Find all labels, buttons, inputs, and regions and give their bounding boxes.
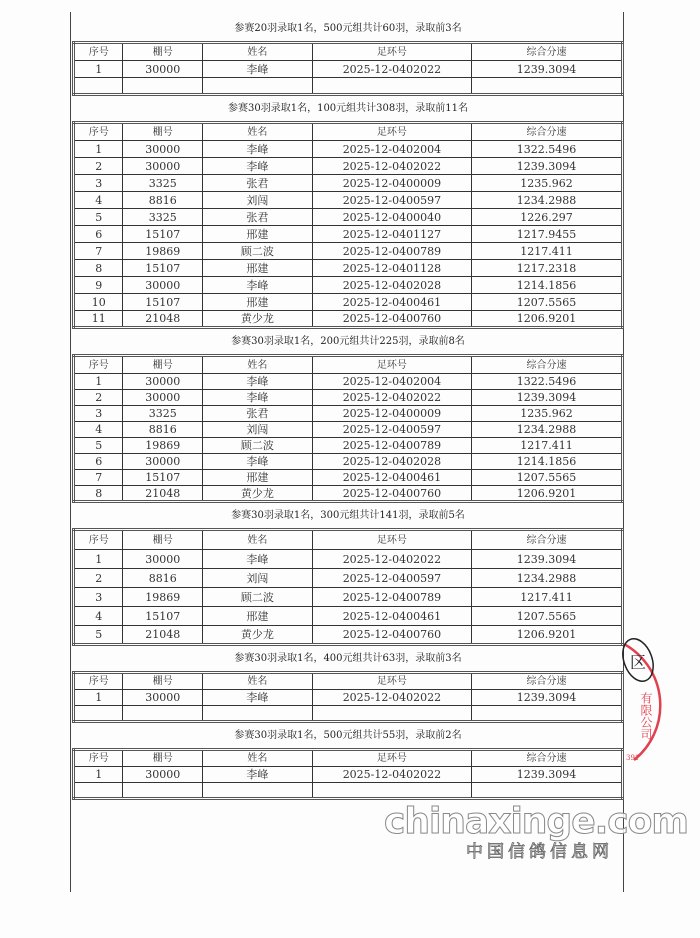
cell-speed: 1234.2988	[472, 422, 623, 438]
header-rank: 序号	[74, 530, 123, 550]
cell-ring: 2025-12-0402022	[312, 390, 471, 406]
header-rank: 序号	[74, 750, 123, 767]
cell-speed: 1217.411	[472, 243, 623, 260]
cell-name: 黄少龙	[203, 311, 313, 328]
cell-name: 顾二波	[203, 243, 313, 260]
cell-loft: 30000	[123, 277, 203, 294]
header-speed: 综合分速	[472, 43, 623, 61]
cell-loft: 19869	[123, 588, 203, 607]
cell-ring: 2025-12-0402028	[312, 277, 471, 294]
cell-rank: 11	[74, 311, 123, 328]
cell-speed: 1207.5565	[472, 294, 623, 311]
header-name: 姓名	[203, 356, 313, 374]
table-row	[74, 277, 623, 294]
cell-loft: 15107	[123, 226, 203, 243]
results-table	[72, 748, 624, 800]
cell-name: 刘闯	[203, 192, 313, 209]
header-name: 姓名	[203, 123, 313, 141]
cell-loft: 8816	[123, 192, 203, 209]
cell-loft: 30000	[123, 61, 203, 78]
table-row	[74, 626, 623, 645]
cell-speed: 1322.5496	[472, 141, 623, 158]
cell-name: 顾二波	[203, 588, 313, 607]
cell-loft: 30000	[123, 550, 203, 569]
cell-speed: 1239.3094	[472, 390, 623, 406]
cell-loft	[123, 783, 203, 799]
table-row	[74, 550, 623, 569]
section-caption: 参赛30羽录取1名，100元组共计308羽，录取前11名	[228, 103, 468, 114]
table-header-row	[74, 673, 623, 690]
cell-speed: 1207.5565	[472, 607, 623, 626]
header-speed: 综合分速	[472, 356, 623, 374]
cell-ring: 2025-12-0402022	[312, 550, 471, 569]
cell-rank: 2	[74, 158, 123, 175]
cell-name: 李峰	[203, 390, 313, 406]
cell-name: 顾二波	[203, 438, 313, 454]
cell-rank: 1	[74, 690, 123, 706]
table-row	[74, 767, 623, 783]
table-row	[74, 192, 623, 209]
header-speed: 综合分速	[472, 673, 623, 690]
table-row	[74, 783, 623, 799]
cell-ring: 2025-12-0400789	[312, 243, 471, 260]
cell-name: 邢建	[203, 607, 313, 626]
cell-loft: 30000	[123, 390, 203, 406]
cell-speed: 1217.2318	[472, 260, 623, 277]
cell-speed: 1234.2988	[472, 569, 623, 588]
cell-ring: 2025-12-0400760	[312, 626, 471, 645]
cell-name: 张君	[203, 209, 313, 226]
cell-name: 李峰	[203, 277, 313, 294]
header-ring: 足环号	[312, 673, 471, 690]
cell-rank: 7	[74, 470, 123, 486]
cell-rank: 6	[74, 454, 123, 470]
cell-ring: 2025-12-0402004	[312, 374, 471, 390]
cell-rank: 4	[74, 192, 123, 209]
table-row	[74, 311, 623, 328]
cell-speed: 1214.1856	[472, 454, 623, 470]
cell-speed: 1235.962	[472, 175, 623, 192]
cell-rank: 8	[74, 486, 123, 502]
header-ring: 足环号	[312, 123, 471, 141]
cell-ring: 2025-12-0401128	[312, 260, 471, 277]
cell-name: 邢建	[203, 226, 313, 243]
cell-rank: 10	[74, 294, 123, 311]
table-row	[74, 569, 623, 588]
cell-loft: 15107	[123, 294, 203, 311]
table-header-row	[74, 43, 623, 61]
cell-speed: 1217.411	[472, 438, 623, 454]
header-name: 姓名	[203, 673, 313, 690]
cell-rank: 4	[74, 422, 123, 438]
header-name: 姓名	[203, 43, 313, 61]
cell-rank	[74, 78, 123, 95]
cell-name: 李峰	[203, 141, 313, 158]
cell-ring: 2025-12-0400461	[312, 294, 471, 311]
cell-loft: 30000	[123, 454, 203, 470]
table-row	[74, 470, 623, 486]
section-caption: 参赛30羽录取1名，400元组共计63羽，录取前3名	[234, 653, 462, 664]
results-table	[72, 671, 624, 723]
cell-loft: 30000	[123, 141, 203, 158]
cell-ring: 2025-12-0402022	[312, 61, 471, 78]
table-row	[74, 706, 623, 722]
cell-ring	[312, 706, 471, 722]
cell-ring: 2025-12-0400461	[312, 470, 471, 486]
cell-ring: 2025-12-0400789	[312, 588, 471, 607]
header-ring: 足环号	[312, 750, 471, 767]
table-row	[74, 243, 623, 260]
cell-speed: 1226.297	[472, 209, 623, 226]
cell-rank: 1	[74, 550, 123, 569]
cell-name: 李峰	[203, 61, 313, 78]
table-header-row	[74, 530, 623, 550]
cell-rank: 6	[74, 226, 123, 243]
cell-rank: 3	[74, 175, 123, 192]
cell-rank: 1	[74, 374, 123, 390]
watermark-subtitle: 中国信鸽信息网	[466, 842, 613, 862]
header-speed: 综合分速	[472, 750, 623, 767]
cell-speed: 1239.3094	[472, 690, 623, 706]
header-name: 姓名	[203, 750, 313, 767]
cell-ring: 2025-12-0400760	[312, 486, 471, 502]
cell-speed: 1206.9201	[472, 311, 623, 328]
cell-speed	[472, 78, 623, 95]
cell-rank: 1	[74, 61, 123, 78]
cell-rank: 9	[74, 277, 123, 294]
cell-name: 李峰	[203, 690, 313, 706]
cell-ring: 2025-12-0402022	[312, 690, 471, 706]
cell-loft	[123, 78, 203, 95]
cell-speed: 1206.9201	[472, 486, 623, 502]
header-rank: 序号	[74, 123, 123, 141]
cell-name: 张君	[203, 175, 313, 192]
table-row	[74, 438, 623, 454]
cell-name: 李峰	[203, 767, 313, 783]
table-row	[74, 588, 623, 607]
header-rank: 序号	[74, 356, 123, 374]
seal-mark-text: 区	[630, 653, 647, 672]
results-table	[72, 121, 624, 329]
table-header-row	[74, 123, 623, 141]
cell-rank: 2	[74, 569, 123, 588]
cell-speed: 1239.3094	[472, 158, 623, 175]
cell-name: 刘闯	[203, 422, 313, 438]
section-caption: 参赛30羽录取1名，300元组共计141羽，录取前5名	[231, 510, 465, 521]
seal-text: 有限公司	[639, 692, 653, 740]
table-row	[74, 158, 623, 175]
table-row	[74, 78, 623, 95]
cell-name: 李峰	[203, 158, 313, 175]
table-row	[74, 454, 623, 470]
cell-rank: 3	[74, 406, 123, 422]
table-row	[74, 209, 623, 226]
header-loft: 棚号	[123, 530, 203, 550]
cell-loft: 8816	[123, 422, 203, 438]
cell-name: 黄少龙	[203, 486, 313, 502]
table-row	[74, 61, 623, 78]
section-caption: 参赛30羽录取1名，200元组共计225羽，录取前8名	[231, 336, 465, 347]
cell-loft: 15107	[123, 470, 203, 486]
cell-ring: 2025-12-0400040	[312, 209, 471, 226]
cell-rank	[74, 706, 123, 722]
results-table	[72, 354, 624, 503]
cell-ring: 2025-12-0400009	[312, 175, 471, 192]
cell-speed: 1239.3094	[472, 550, 623, 569]
company-seal	[600, 630, 696, 770]
cell-loft: 3325	[123, 406, 203, 422]
cell-rank: 5	[74, 626, 123, 645]
cell-ring: 2025-12-0400009	[312, 406, 471, 422]
header-speed: 综合分速	[472, 123, 623, 141]
header-rank: 序号	[74, 43, 123, 61]
cell-ring: 2025-12-0402004	[312, 141, 471, 158]
results-table	[72, 528, 624, 646]
header-loft: 棚号	[123, 750, 203, 767]
cell-rank: 5	[74, 209, 123, 226]
cell-loft: 21048	[123, 626, 203, 645]
cell-rank: 3	[74, 588, 123, 607]
cell-loft: 3325	[123, 175, 203, 192]
cell-name: 黄少龙	[203, 626, 313, 645]
cell-loft: 21048	[123, 486, 203, 502]
cell-loft: 3325	[123, 209, 203, 226]
cell-rank: 8	[74, 260, 123, 277]
cell-loft	[123, 706, 203, 722]
cell-loft: 30000	[123, 690, 203, 706]
cell-name: 李峰	[203, 550, 313, 569]
header-rank: 序号	[74, 673, 123, 690]
cell-ring: 2025-12-0400597	[312, 422, 471, 438]
cell-loft: 19869	[123, 243, 203, 260]
cell-loft: 21048	[123, 311, 203, 328]
cell-loft: 8816	[123, 569, 203, 588]
cell-ring: 2025-12-0400597	[312, 192, 471, 209]
cell-ring: 2025-12-0400597	[312, 569, 471, 588]
section-caption: 参赛20羽录取1名，500元组共计60羽，录取前3名	[234, 23, 462, 34]
cell-name: 李峰	[203, 454, 313, 470]
table-row	[74, 390, 623, 406]
cell-rank: 5	[74, 438, 123, 454]
cell-loft: 19869	[123, 438, 203, 454]
table-row	[74, 422, 623, 438]
cell-ring	[312, 783, 471, 799]
cell-ring: 2025-12-0401127	[312, 226, 471, 243]
cell-name	[203, 706, 313, 722]
cell-speed: 1322.5496	[472, 374, 623, 390]
cell-rank: 1	[74, 141, 123, 158]
table-header-row	[74, 750, 623, 767]
table-row	[74, 294, 623, 311]
cell-loft: 15107	[123, 260, 203, 277]
table-row	[74, 486, 623, 502]
cell-loft: 30000	[123, 767, 203, 783]
cell-ring: 2025-12-0400789	[312, 438, 471, 454]
cell-ring	[312, 78, 471, 95]
cell-name: 邢建	[203, 260, 313, 277]
cell-rank: 7	[74, 243, 123, 260]
table-row	[74, 260, 623, 277]
cell-name: 邢建	[203, 470, 313, 486]
results-table	[72, 41, 624, 96]
cell-speed: 1217.411	[472, 588, 623, 607]
cell-ring: 2025-12-0400461	[312, 607, 471, 626]
cell-name	[203, 783, 313, 799]
cell-rank: 4	[74, 607, 123, 626]
cell-name	[203, 78, 313, 95]
header-loft: 棚号	[123, 43, 203, 61]
cell-speed: 1206.9201	[472, 626, 623, 645]
header-name: 姓名	[203, 530, 313, 550]
table-row	[74, 406, 623, 422]
cell-rank: 1	[74, 767, 123, 783]
table-row	[74, 690, 623, 706]
cell-name: 张君	[203, 406, 313, 422]
cell-speed: 1239.3094	[472, 61, 623, 78]
cell-rank	[74, 783, 123, 799]
cell-loft: 30000	[123, 374, 203, 390]
table-header-row	[74, 356, 623, 374]
header-loft: 棚号	[123, 673, 203, 690]
cell-speed: 1239.3094	[472, 767, 623, 783]
cell-speed	[472, 783, 623, 799]
cell-loft: 15107	[123, 607, 203, 626]
header-loft: 棚号	[123, 123, 203, 141]
cell-ring: 2025-12-0402022	[312, 767, 471, 783]
cell-speed: 1217.9455	[472, 226, 623, 243]
header-ring: 足环号	[312, 356, 471, 374]
table-row	[74, 607, 623, 626]
header-speed: 综合分速	[472, 530, 623, 550]
cell-loft: 30000	[123, 158, 203, 175]
cell-name: 刘闯	[203, 569, 313, 588]
header-ring: 足环号	[312, 530, 471, 550]
cell-speed: 1214.1856	[472, 277, 623, 294]
section-caption: 参赛30羽录取1名，500元组共计55羽，录取前2名	[234, 730, 462, 741]
cell-speed: 1235.962	[472, 406, 623, 422]
cell-speed: 1234.2988	[472, 192, 623, 209]
table-row	[74, 226, 623, 243]
seal-number: 391	[626, 754, 640, 762]
table-row	[74, 175, 623, 192]
table-row	[74, 374, 623, 390]
cell-ring: 2025-12-0402028	[312, 454, 471, 470]
cell-name: 邢建	[203, 294, 313, 311]
header-ring: 足环号	[312, 43, 471, 61]
cell-ring: 2025-12-0400760	[312, 311, 471, 328]
header-loft: 棚号	[123, 356, 203, 374]
table-row	[74, 141, 623, 158]
cell-name: 李峰	[203, 374, 313, 390]
cell-rank: 2	[74, 390, 123, 406]
cell-ring: 2025-12-0402022	[312, 158, 471, 175]
watermark-logo: chinaxinge.com	[384, 801, 688, 842]
cell-speed: 1207.5565	[472, 470, 623, 486]
